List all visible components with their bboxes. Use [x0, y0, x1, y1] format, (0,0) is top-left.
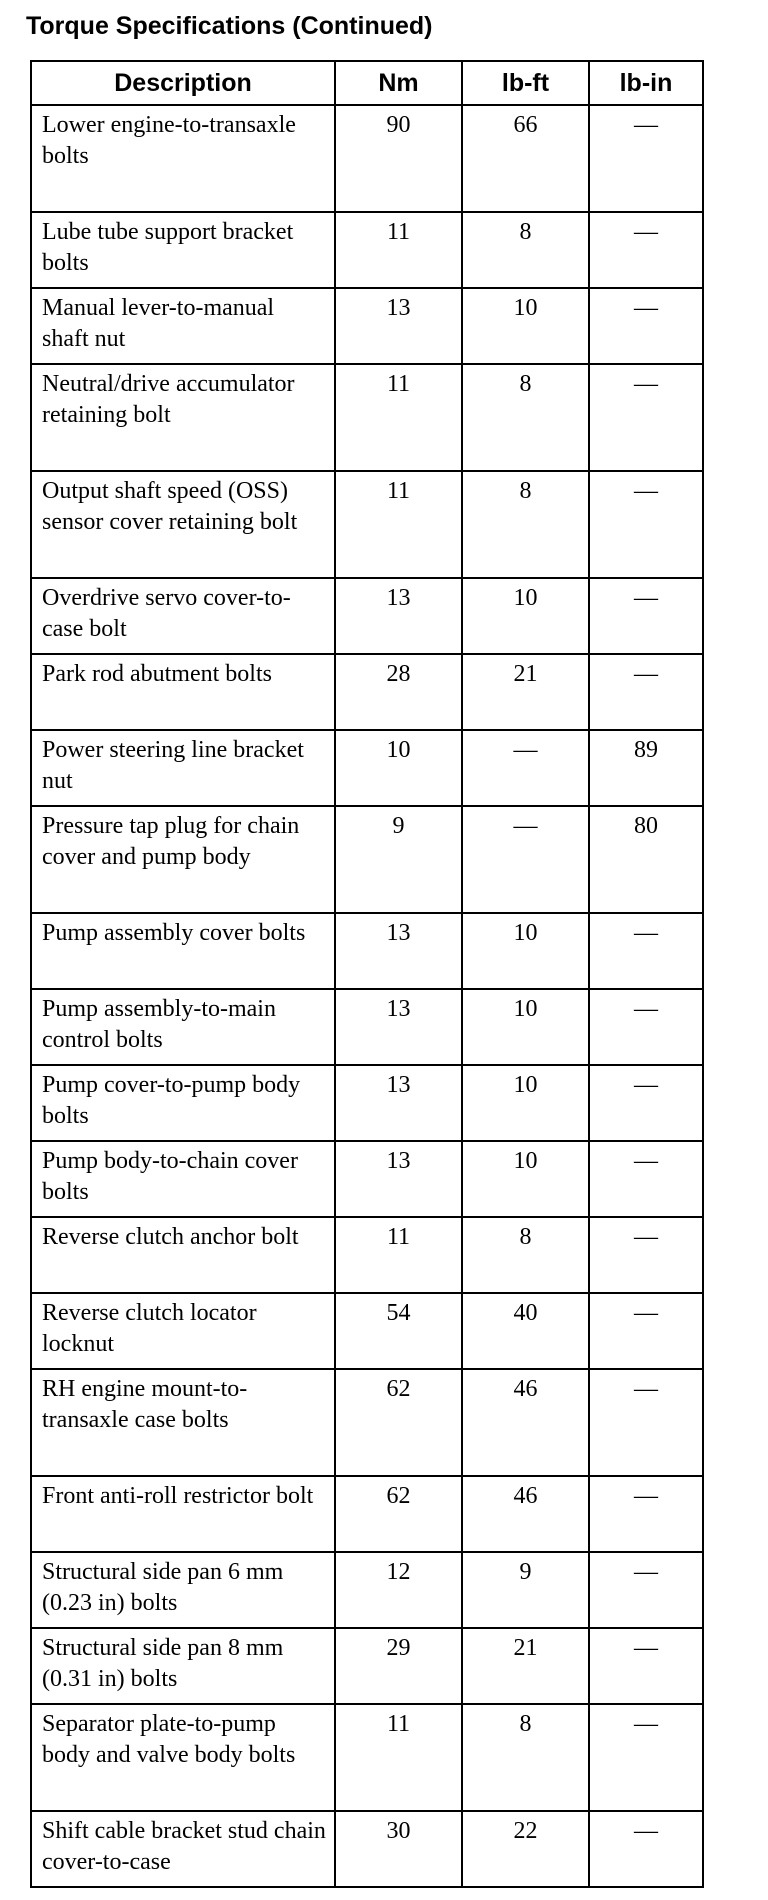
lbft-cell: 21: [462, 1628, 589, 1704]
lbin-cell: —: [589, 288, 703, 364]
lbft-cell: 10: [462, 288, 589, 364]
lbin-cell: —: [589, 1141, 703, 1217]
description-cell: Lower engine-to-transaxle bolts: [31, 105, 335, 212]
lbft-cell: 10: [462, 1065, 589, 1141]
lbin-cell: —: [589, 989, 703, 1065]
lbft-cell: 8: [462, 212, 589, 288]
description-cell: Park rod abutment bolts: [31, 654, 335, 730]
table-row: [31, 1293, 703, 1369]
description-cell: Manual lever-to-manual shaft nut: [31, 288, 335, 364]
nm-cell: 13: [335, 989, 462, 1065]
description-cell: Reverse clutch anchor bolt: [31, 1217, 335, 1293]
lbft-cell: 10: [462, 1141, 589, 1217]
lbin-cell: —: [589, 471, 703, 578]
description-cell: Neutral/drive accumulator retaining bolt: [31, 364, 335, 471]
nm-cell: 11: [335, 1217, 462, 1293]
table-row: [31, 578, 703, 654]
nm-cell: 11: [335, 471, 462, 578]
table-row: [31, 654, 703, 730]
table-row: [31, 989, 703, 1065]
lbin-cell: —: [589, 364, 703, 471]
table-row: [31, 806, 703, 913]
nm-cell: 10: [335, 730, 462, 806]
lbft-cell: 46: [462, 1369, 589, 1476]
lbin-cell: —: [589, 1369, 703, 1476]
lbft-cell: 10: [462, 989, 589, 1065]
lbin-cell: —: [589, 913, 703, 989]
lbin-cell: —: [589, 1476, 703, 1552]
lbft-cell: 66: [462, 105, 589, 212]
description-cell: Pump assembly cover bolts: [31, 913, 335, 989]
header-description: Description: [31, 61, 335, 105]
description-cell: RH engine mount-to-transaxle case bolts: [31, 1369, 335, 1476]
lbin-cell: —: [589, 1217, 703, 1293]
description-cell: Overdrive servo cover-to-case bolt: [31, 578, 335, 654]
nm-cell: 12: [335, 1552, 462, 1628]
lbin-cell: —: [589, 212, 703, 288]
description-cell: Pressure tap plug for chain cover and pump body: [31, 806, 335, 913]
lbin-cell: —: [589, 105, 703, 212]
lbin-cell: —: [589, 1293, 703, 1369]
description-cell: Shift cable bracket stud chain cover-to-case: [31, 1811, 335, 1887]
description-cell: Power steering line bracket nut: [31, 730, 335, 806]
lbft-cell: 8: [462, 1704, 589, 1811]
description-cell: Lube tube support bracket bolts: [31, 212, 335, 288]
table-row: [31, 1704, 703, 1811]
lbin-cell: —: [589, 1065, 703, 1141]
page-title: Torque Specifications (Continued): [26, 12, 433, 40]
table-row: [31, 1065, 703, 1141]
table-row: [31, 471, 703, 578]
lbin-cell: —: [589, 1552, 703, 1628]
table-row: [31, 913, 703, 989]
nm-cell: 90: [335, 105, 462, 212]
nm-cell: 13: [335, 578, 462, 654]
nm-cell: 54: [335, 1293, 462, 1369]
header-lbin: lb-in: [589, 61, 703, 105]
lbin-cell: —: [589, 1704, 703, 1811]
lbin-cell: —: [589, 1811, 703, 1887]
lbft-cell: 10: [462, 578, 589, 654]
lbin-cell: —: [589, 578, 703, 654]
description-cell: Reverse clutch locator locknut: [31, 1293, 335, 1369]
nm-cell: 13: [335, 1141, 462, 1217]
nm-cell: 11: [335, 364, 462, 471]
lbin-cell: 80: [589, 806, 703, 913]
lbft-cell: 10: [462, 913, 589, 989]
table-row: [31, 1369, 703, 1476]
description-cell: Separator plate-to-pump body and valve body bolts: [31, 1704, 335, 1811]
table-header-row: [31, 61, 703, 105]
torque-spec-table: [30, 60, 704, 1888]
table-row: [31, 288, 703, 364]
description-cell: Structural side pan 8 mm (0.31 in) bolts: [31, 1628, 335, 1704]
nm-cell: 28: [335, 654, 462, 730]
lbft-cell: 8: [462, 1217, 589, 1293]
table-row: [31, 1141, 703, 1217]
nm-cell: 29: [335, 1628, 462, 1704]
nm-cell: 13: [335, 1065, 462, 1141]
lbft-cell: 8: [462, 471, 589, 578]
description-cell: Pump cover-to-pump body bolts: [31, 1065, 335, 1141]
lbin-cell: 89: [589, 730, 703, 806]
nm-cell: 11: [335, 1704, 462, 1811]
description-cell: Output shaft speed (OSS) sensor cover retaining bolt: [31, 471, 335, 578]
description-cell: Pump body-to-chain cover bolts: [31, 1141, 335, 1217]
nm-cell: 13: [335, 913, 462, 989]
table-row: [31, 1811, 703, 1887]
nm-cell: 11: [335, 212, 462, 288]
nm-cell: 62: [335, 1476, 462, 1552]
table-row: [31, 364, 703, 471]
nm-cell: 13: [335, 288, 462, 364]
lbin-cell: —: [589, 1628, 703, 1704]
table-row: [31, 730, 703, 806]
header-lbft: lb-ft: [462, 61, 589, 105]
lbin-cell: —: [589, 654, 703, 730]
lbft-cell: 9: [462, 1552, 589, 1628]
header-nm: Nm: [335, 61, 462, 105]
lbft-cell: 8: [462, 364, 589, 471]
table-row: [31, 1217, 703, 1293]
table-row: [31, 1476, 703, 1552]
nm-cell: 9: [335, 806, 462, 913]
description-cell: Structural side pan 6 mm (0.23 in) bolts: [31, 1552, 335, 1628]
table-row: [31, 1628, 703, 1704]
nm-cell: 30: [335, 1811, 462, 1887]
description-cell: Front anti-roll restrictor bolt: [31, 1476, 335, 1552]
nm-cell: 62: [335, 1369, 462, 1476]
lbft-cell: 46: [462, 1476, 589, 1552]
lbft-cell: 40: [462, 1293, 589, 1369]
lbft-cell: 22: [462, 1811, 589, 1887]
table-row: [31, 212, 703, 288]
lbft-cell: —: [462, 806, 589, 913]
lbft-cell: —: [462, 730, 589, 806]
lbft-cell: 21: [462, 654, 589, 730]
table-row: [31, 1552, 703, 1628]
table-row: [31, 105, 703, 212]
description-cell: Pump assembly-to-main control bolts: [31, 989, 335, 1065]
